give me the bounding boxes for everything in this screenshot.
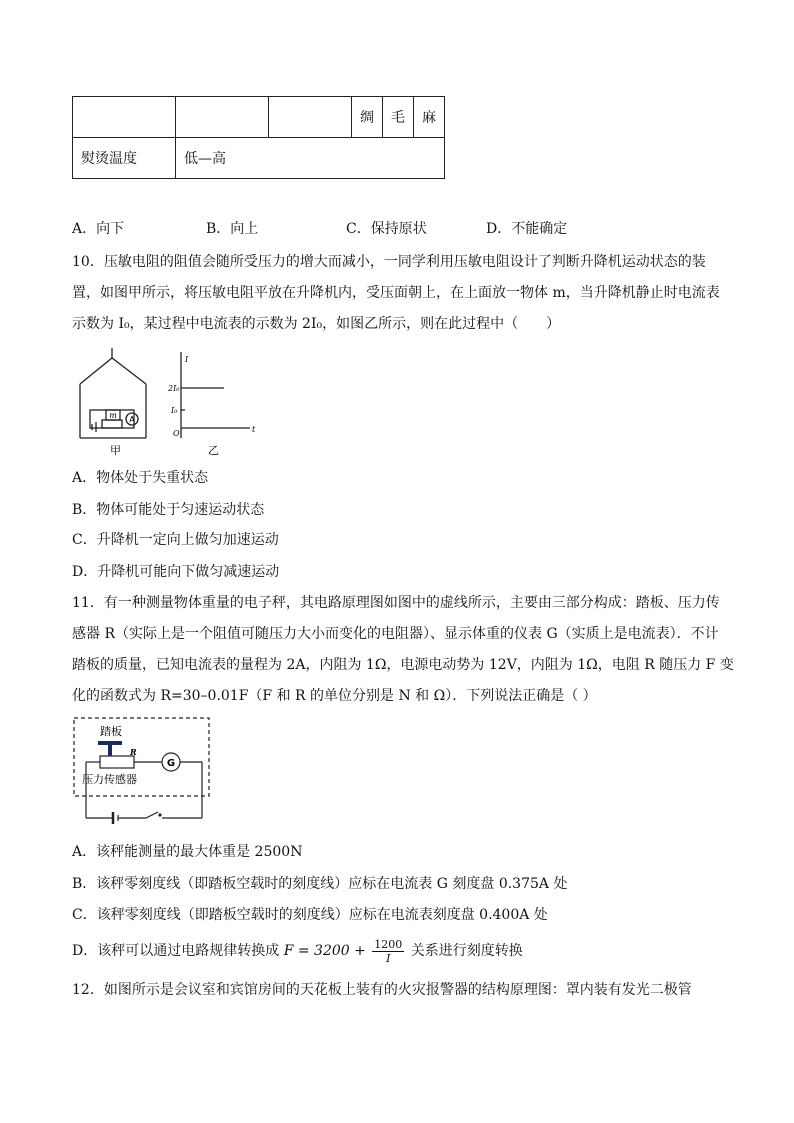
q10-figure [72, 344, 272, 460]
fabric-table [72, 96, 445, 179]
q11-text-line: 化的函数式为 R=30–0.01F（F 和 R 的单位分别是 N 和 Ω）．下列说法正确是（ ） [72, 688, 597, 704]
q11-text-line: 11．有一种测量物体重量的电子秤，其电路原理图如图中的虚线所示，主要由三部分构成：踏板、压力传 [72, 595, 720, 611]
figure-label-jia: 甲 [110, 444, 121, 457]
option-d-prefix: D．该秤可以通过电路规律转换成 [72, 943, 280, 959]
table-cell [176, 97, 269, 138]
current-time-graph [181, 352, 250, 438]
q11-option-d [72, 936, 523, 966]
q11-option-b: B．该秤零刻度线（即踏板空载时的刻度线）应标在电流表 G 刻度盘 0.375A 处 [72, 876, 568, 892]
axis-label-i: I [185, 355, 189, 364]
table-cell [73, 97, 176, 138]
switch-contact [158, 813, 161, 816]
axis-label-t: t [252, 425, 256, 434]
pedal-plate [98, 741, 122, 745]
q12-text-line: 12．如图所示是会议室和宾馆房间的天花板上装有的火灾报警器的结构原理图：罩内装有发光二极管 [72, 982, 692, 998]
q11-text-line: 感器 R（实际上是一个阻值可随压力大小而变化的电阻器）、显示体重的仪表 G（实质上是电流表）．不计 [72, 626, 719, 642]
resistor-label: R [130, 747, 137, 757]
tick-label-i0: I₀ [171, 406, 178, 415]
q10-option-c: C．升降机一定向上做匀加速运动 [72, 532, 279, 548]
q10-option-a: A．物体处于失重状态 [72, 470, 209, 486]
pedal-label: 踏板 [100, 725, 122, 738]
q10-option-d: D．升降机可能向下做匀减速运动 [72, 564, 280, 580]
galvanometer-label: G [166, 758, 176, 769]
q9-option-b: B．向上 [206, 221, 259, 237]
table-cell: 绸 [352, 97, 383, 138]
elevator-diagram [80, 348, 146, 438]
q9-option-c: C．保持原状 [346, 221, 427, 237]
pedal-stem [108, 745, 112, 756]
q11-option-c: C．该秤零刻度线（即踏板空载时的刻度线）应标在电流表刻度盘 0.400A 处 [72, 907, 548, 923]
sensor-label: 压力传感器 [82, 773, 137, 786]
formula-lhs: F = 3200 + [283, 943, 366, 959]
formula-fraction [372, 938, 404, 965]
fraction-denominator: I [386, 951, 391, 965]
q10-text-line: 10．压敏电阻的阻值会随所受压力的增大而减小，一同学利用压敏电阻设计了判断升降机运动状态的装 [72, 254, 706, 270]
q9-option-d: D．不能确定 [486, 221, 568, 237]
q10-text-line: 置，如图甲所示，将压敏电阻平放在升降机内，受压面朝上，在上面放一物体 m，当升降机静止时电流表 [72, 285, 720, 301]
table-cell: 低—高 [176, 138, 445, 179]
table-cell [269, 97, 352, 138]
table-row [73, 138, 445, 179]
table-row [73, 97, 445, 138]
figure-label-yi: 乙 [208, 444, 219, 457]
tick-label-2i0: 2I₀ [168, 384, 180, 393]
table-cell: 毛 [383, 97, 414, 138]
origin-label: O [173, 429, 180, 438]
fraction-numerator: 1200 [374, 937, 403, 951]
q10-option-b: B．物体可能处于匀速运动状态 [72, 502, 265, 518]
scale-circuit-diagram [74, 718, 209, 824]
q10-text-line: 示数为 I₀，某过程中电流表的示数为 2I₀，如图乙所示，则在此过程中（ ） [72, 316, 561, 332]
q11-option-a: A．该秤能测量的最大体重是 2500N [72, 844, 303, 860]
q11-circuit-figure [72, 716, 212, 832]
ammeter-label: A [129, 415, 135, 424]
table-cell: 熨烫温度 [73, 138, 176, 179]
option-d-suffix: 关系进行刻度转换 [410, 943, 523, 959]
table-cell: 麻 [414, 97, 445, 138]
mass-label: m [109, 411, 117, 420]
q11-text-line: 踏板的质量，已知电流表的量程为 2A，内阻为 1Ω，电源电动势为 12V，内阻为 1Ω，电阻 R 随压力 F 变 [72, 657, 734, 673]
q9-option-a: A．向下 [72, 221, 125, 237]
